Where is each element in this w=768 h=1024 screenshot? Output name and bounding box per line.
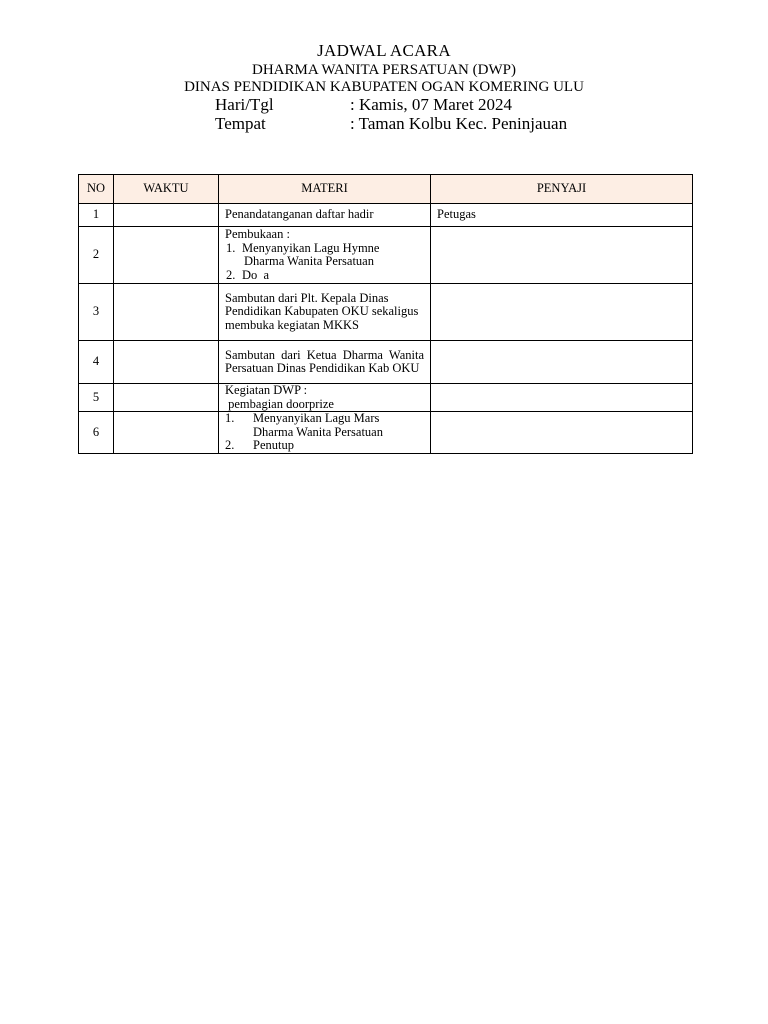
list-line: Do a <box>242 267 270 282</box>
list-line: Menyanyikan Lagu Hymne <box>242 240 380 255</box>
row-penyaji <box>431 384 693 412</box>
row-penyaji <box>431 284 693 341</box>
list-number: 1. <box>226 240 236 255</box>
row-number: 2 <box>79 227 114 284</box>
schedule-table <box>78 174 693 454</box>
table-row <box>79 284 693 341</box>
list-line: Dharma Wanita Persatuan <box>244 254 374 268</box>
organization-name: DHARMA WANITA PERSATUAN (DWP) <box>252 62 516 78</box>
row-time <box>114 384 219 412</box>
row-materi: Sambutan dari Plt. Kepala Dinas Pendidikan Kabupaten OKU sekaligus membuka kegiatan MKKS <box>219 284 431 341</box>
list-line: Penutup <box>253 438 294 453</box>
row-materi <box>219 412 431 454</box>
row-time <box>114 204 219 227</box>
list-number: 2. <box>226 267 236 282</box>
date-label: Hari/Tgl <box>215 95 274 114</box>
materi-list <box>225 242 424 283</box>
table-row <box>79 204 693 227</box>
date-value: : Kamis, 07 Maret 2024 <box>350 95 512 114</box>
materi-list <box>225 412 424 453</box>
event-place-line <box>215 114 567 134</box>
department-name: DINAS PENDIDIKAN KABUPATEN OGAN KOMERING ULU <box>184 79 584 95</box>
row-materi <box>219 384 431 412</box>
row-penyaji <box>431 227 693 284</box>
list-item <box>225 412 424 439</box>
list-item <box>225 269 424 283</box>
column-header-materi: MATERI <box>219 175 431 204</box>
place-label: Tempat <box>215 114 266 133</box>
event-date-line <box>215 95 512 115</box>
table-row <box>79 412 693 454</box>
column-header-penyaji: PENYAJI <box>431 175 693 204</box>
materi-heading: Kegiatan DWP : <box>225 383 308 397</box>
row-number: 5 <box>79 384 114 412</box>
list-item <box>225 242 424 269</box>
list-number: 2. <box>225 438 235 453</box>
table-row <box>79 341 693 384</box>
list-number: 1. <box>225 411 235 426</box>
table-row <box>79 384 693 412</box>
row-number: 1 <box>79 204 114 227</box>
row-number: 6 <box>79 412 114 454</box>
materi-line: pembagian doorprize <box>225 396 334 411</box>
column-header-no: NO <box>79 175 114 204</box>
row-time <box>114 412 219 454</box>
column-header-waktu: WAKTU <box>114 175 219 204</box>
row-materi: Sambutan dari Ketua Dharma Wanita Persatuan Dinas Pendidikan Kab OKU <box>219 341 431 384</box>
list-line: Menyanyikan Lagu Mars <box>253 411 380 426</box>
materi-heading: Pembukaan : <box>225 227 290 241</box>
document-header <box>0 40 768 96</box>
document-title: JADWAL ACARA <box>317 41 451 60</box>
list-item <box>225 439 424 453</box>
row-materi: Penandatanganan daftar hadir <box>219 204 431 227</box>
row-time <box>114 227 219 284</box>
row-materi <box>219 227 431 284</box>
row-penyaji <box>431 412 693 454</box>
row-number: 3 <box>79 284 114 341</box>
row-penyaji: Petugas <box>431 204 693 227</box>
table-header-row <box>79 175 693 204</box>
row-number: 4 <box>79 341 114 384</box>
place-value: : Taman Kolbu Kec. Peninjauan <box>350 114 568 133</box>
list-line: Dharma Wanita Persatuan <box>253 424 383 439</box>
row-time <box>114 284 219 341</box>
table-row <box>79 227 693 284</box>
row-time <box>114 341 219 384</box>
row-penyaji <box>431 341 693 384</box>
